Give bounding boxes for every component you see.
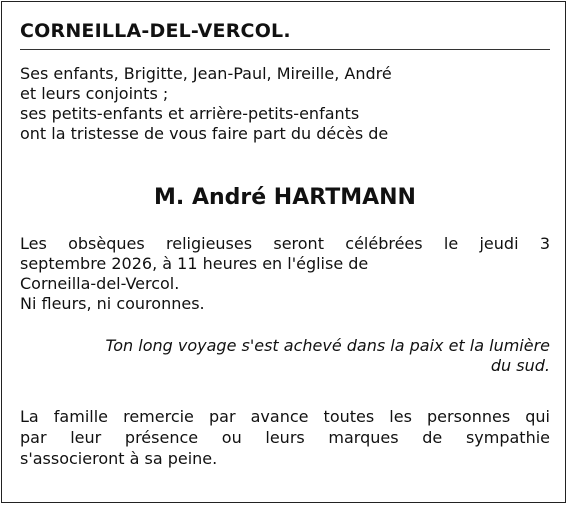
- family-line: Ses enfants, Brigitte, Jean-Paul, Mireille, André: [20, 64, 392, 83]
- thanks-line: s'associeront à sa peine.: [20, 449, 218, 468]
- family-line: ont la tristesse de vous faire part du décès de: [20, 124, 389, 143]
- memorial-quote: [20, 336, 550, 376]
- death-notice: [1, 1, 566, 503]
- funeral-details: [20, 234, 550, 314]
- thanks-line: La famille remercie par avance toutes les personnes qui: [20, 407, 550, 426]
- family-line: et leurs conjoints ;: [20, 84, 169, 103]
- thanks-paragraph: [20, 406, 550, 469]
- family-line: ses petits-enfants et arrière-petits-enfants: [20, 104, 360, 123]
- funeral-line: septembre 2026, à 11 heures en l'église de: [20, 254, 369, 273]
- town-heading: CORNEILLA-DEL-VERCOL.: [20, 20, 291, 42]
- deceased-name: M. André HARTMANN: [154, 185, 416, 210]
- heading-divider: [20, 49, 550, 50]
- funeral-line: Corneilla-del-Vercol.: [20, 274, 180, 293]
- quote-line: Ton long voyage s'est achevé dans la paix et la lumière: [105, 336, 550, 355]
- family-announcement: [20, 64, 550, 144]
- quote-line: du sud.: [490, 356, 550, 375]
- funeral-line: Ni fleurs, ni couronnes.: [20, 294, 205, 313]
- thanks-line: par leur présence ou leurs marques de sympathie: [20, 428, 550, 447]
- funeral-line: Les obsèques religieuses seront célébrées le jeudi 3: [20, 234, 550, 253]
